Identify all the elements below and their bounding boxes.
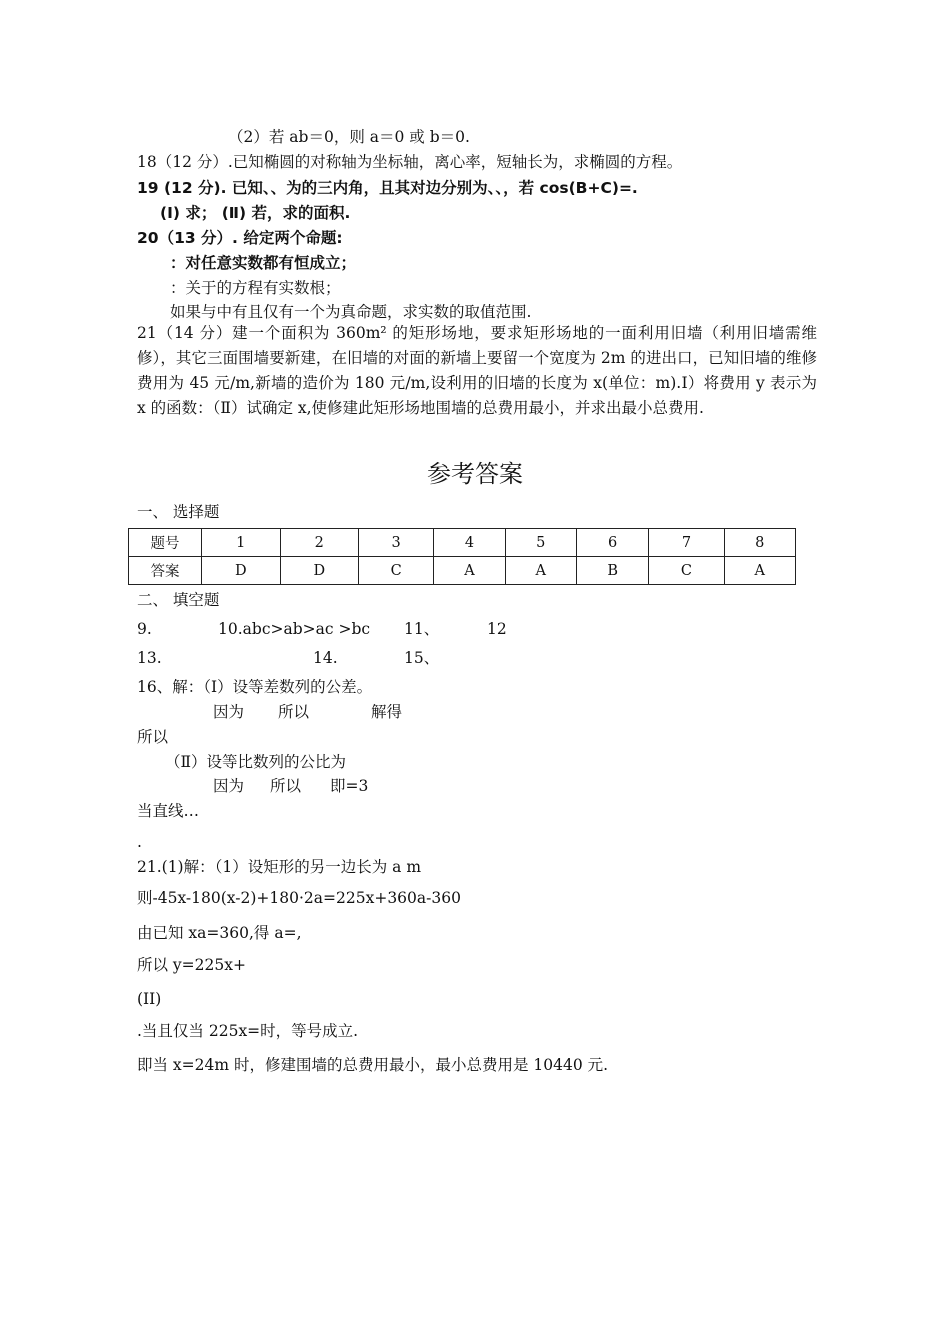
table-cell-number: 7 [649, 529, 724, 557]
table-cell-answer: C [649, 557, 724, 585]
table-cell-number: 8 [724, 529, 795, 557]
solution-21-step-4: 所以 y=225x+ [137, 956, 246, 974]
fill-answer-14: 14. [313, 649, 338, 667]
question-20-proposition-q: ：关于的方程有实数根； [170, 279, 341, 297]
table-cell-number: 3 [359, 529, 434, 557]
fill-answer-13: 13. [137, 649, 162, 667]
solution-21-step-2: 则-45x-180(x-2)+180·2a=225x+360a-360 [137, 889, 461, 907]
solution-16-therefore: 所以 [278, 703, 310, 721]
table-cell-answer: A [724, 557, 795, 585]
table-row-numbers [129, 529, 796, 557]
answer-table [128, 528, 796, 585]
table-row-answers [129, 557, 796, 585]
answer-key-title: 参考答案 [427, 460, 523, 488]
table-cell-number: 5 [505, 529, 576, 557]
table-header-label: 题号 [129, 529, 202, 557]
solution-21-step-5: .当且仅当 225x=时，等号成立. [137, 1022, 359, 1040]
fill-answer-15: 15、 [404, 649, 440, 667]
solution-16-result: 即=3 [330, 777, 369, 795]
solution-21-part-2: (II) [137, 990, 162, 1008]
solution-16-therefore-2: 所以 [270, 777, 302, 795]
solution-16-because: 因为 [213, 703, 245, 721]
question-21: 21（14 分）建一个面积为 360m² 的矩形场地，要求矩形场地的一面利用旧墙（利用旧墙需维修），其它三面围墙要新建，在旧墙的对面的新墙上要留一个宽度为 2m 的进出口，已知旧墙的维修费用为 45 元/m,新墙的造价为 180 元/m,设利用的旧墙的长度为 x(单位：m).Ⅰ）将费用 y 表示为 x 的函数：（Ⅱ）试确定 x,使修建此矩形场地围墙的总费用最小，并求出最小总费用. [137, 324, 817, 417]
question-19: 19 (12 分). 已知、、为的三内角，且其对边分别为、、，若 cos(B+C)=. [137, 179, 638, 197]
table-cell-answer: C [359, 557, 434, 585]
question-20: 20（13 分）. 给定两个命题: [137, 229, 343, 247]
fill-answer-10: 10.abc>ab>ac >bc [218, 620, 371, 638]
table-cell-number: 2 [280, 529, 359, 557]
solution-21-step-3: 由已知 xa=360,得 a=, [137, 924, 302, 942]
table-cell-answer: A [505, 557, 576, 585]
solution-16-solve: 解得 [371, 703, 403, 721]
table-cell-answer: D [280, 557, 359, 585]
solution-16-part-2: （Ⅱ）设等比数列的公比为 [165, 753, 347, 771]
solution-16-part-1: 16、解：（Ⅰ）设等差数列的公差。 [137, 678, 373, 696]
fill-answer-11: 11、 [404, 620, 440, 638]
section-multiple-choice: 一、 选择题 [137, 503, 220, 521]
table-answer-label: 答案 [129, 557, 202, 585]
table-cell-answer: D [202, 557, 281, 585]
question-20-proposition-p: ：对任意实数都有恒成立； [170, 254, 357, 272]
solution-dot: . [137, 833, 142, 851]
table-cell-number: 1 [202, 529, 281, 557]
solution-16-conclusion: 所以 [137, 728, 169, 746]
question-18: 18（12 分）.已知椭圆的对称轴为坐标轴，离心率，短轴长为，求椭圆的方程。 [137, 153, 683, 171]
table-cell-answer: B [576, 557, 648, 585]
solution-21-conclusion: 即当 x=24m 时，修建围墙的总费用最小，最小总费用是 10440 元. [137, 1056, 609, 1074]
question-20-condition: 如果与中有且仅有一个为真命题，求实数的取值范围. [170, 303, 532, 321]
table-cell-number: 4 [434, 529, 505, 557]
section-fill-in: 二、 填空题 [137, 591, 220, 609]
fill-answer-12: 12 [487, 620, 507, 638]
question-17-part-2: （2）若 ab＝0，则 a＝0 或 b＝0. [228, 128, 470, 146]
solution-line-text: 当直线… [137, 802, 200, 820]
table-cell-number: 6 [576, 529, 648, 557]
solution-21-step-1: 21.(1)解：（1）设矩形的另一边长为 a m [137, 858, 422, 876]
solution-16-because-2: 因为 [213, 777, 245, 795]
fill-answer-9: 9. [137, 620, 152, 638]
question-19-parts: (Ⅰ) 求； (Ⅱ) 若，求的面积. [160, 204, 351, 222]
table-cell-answer: A [434, 557, 505, 585]
